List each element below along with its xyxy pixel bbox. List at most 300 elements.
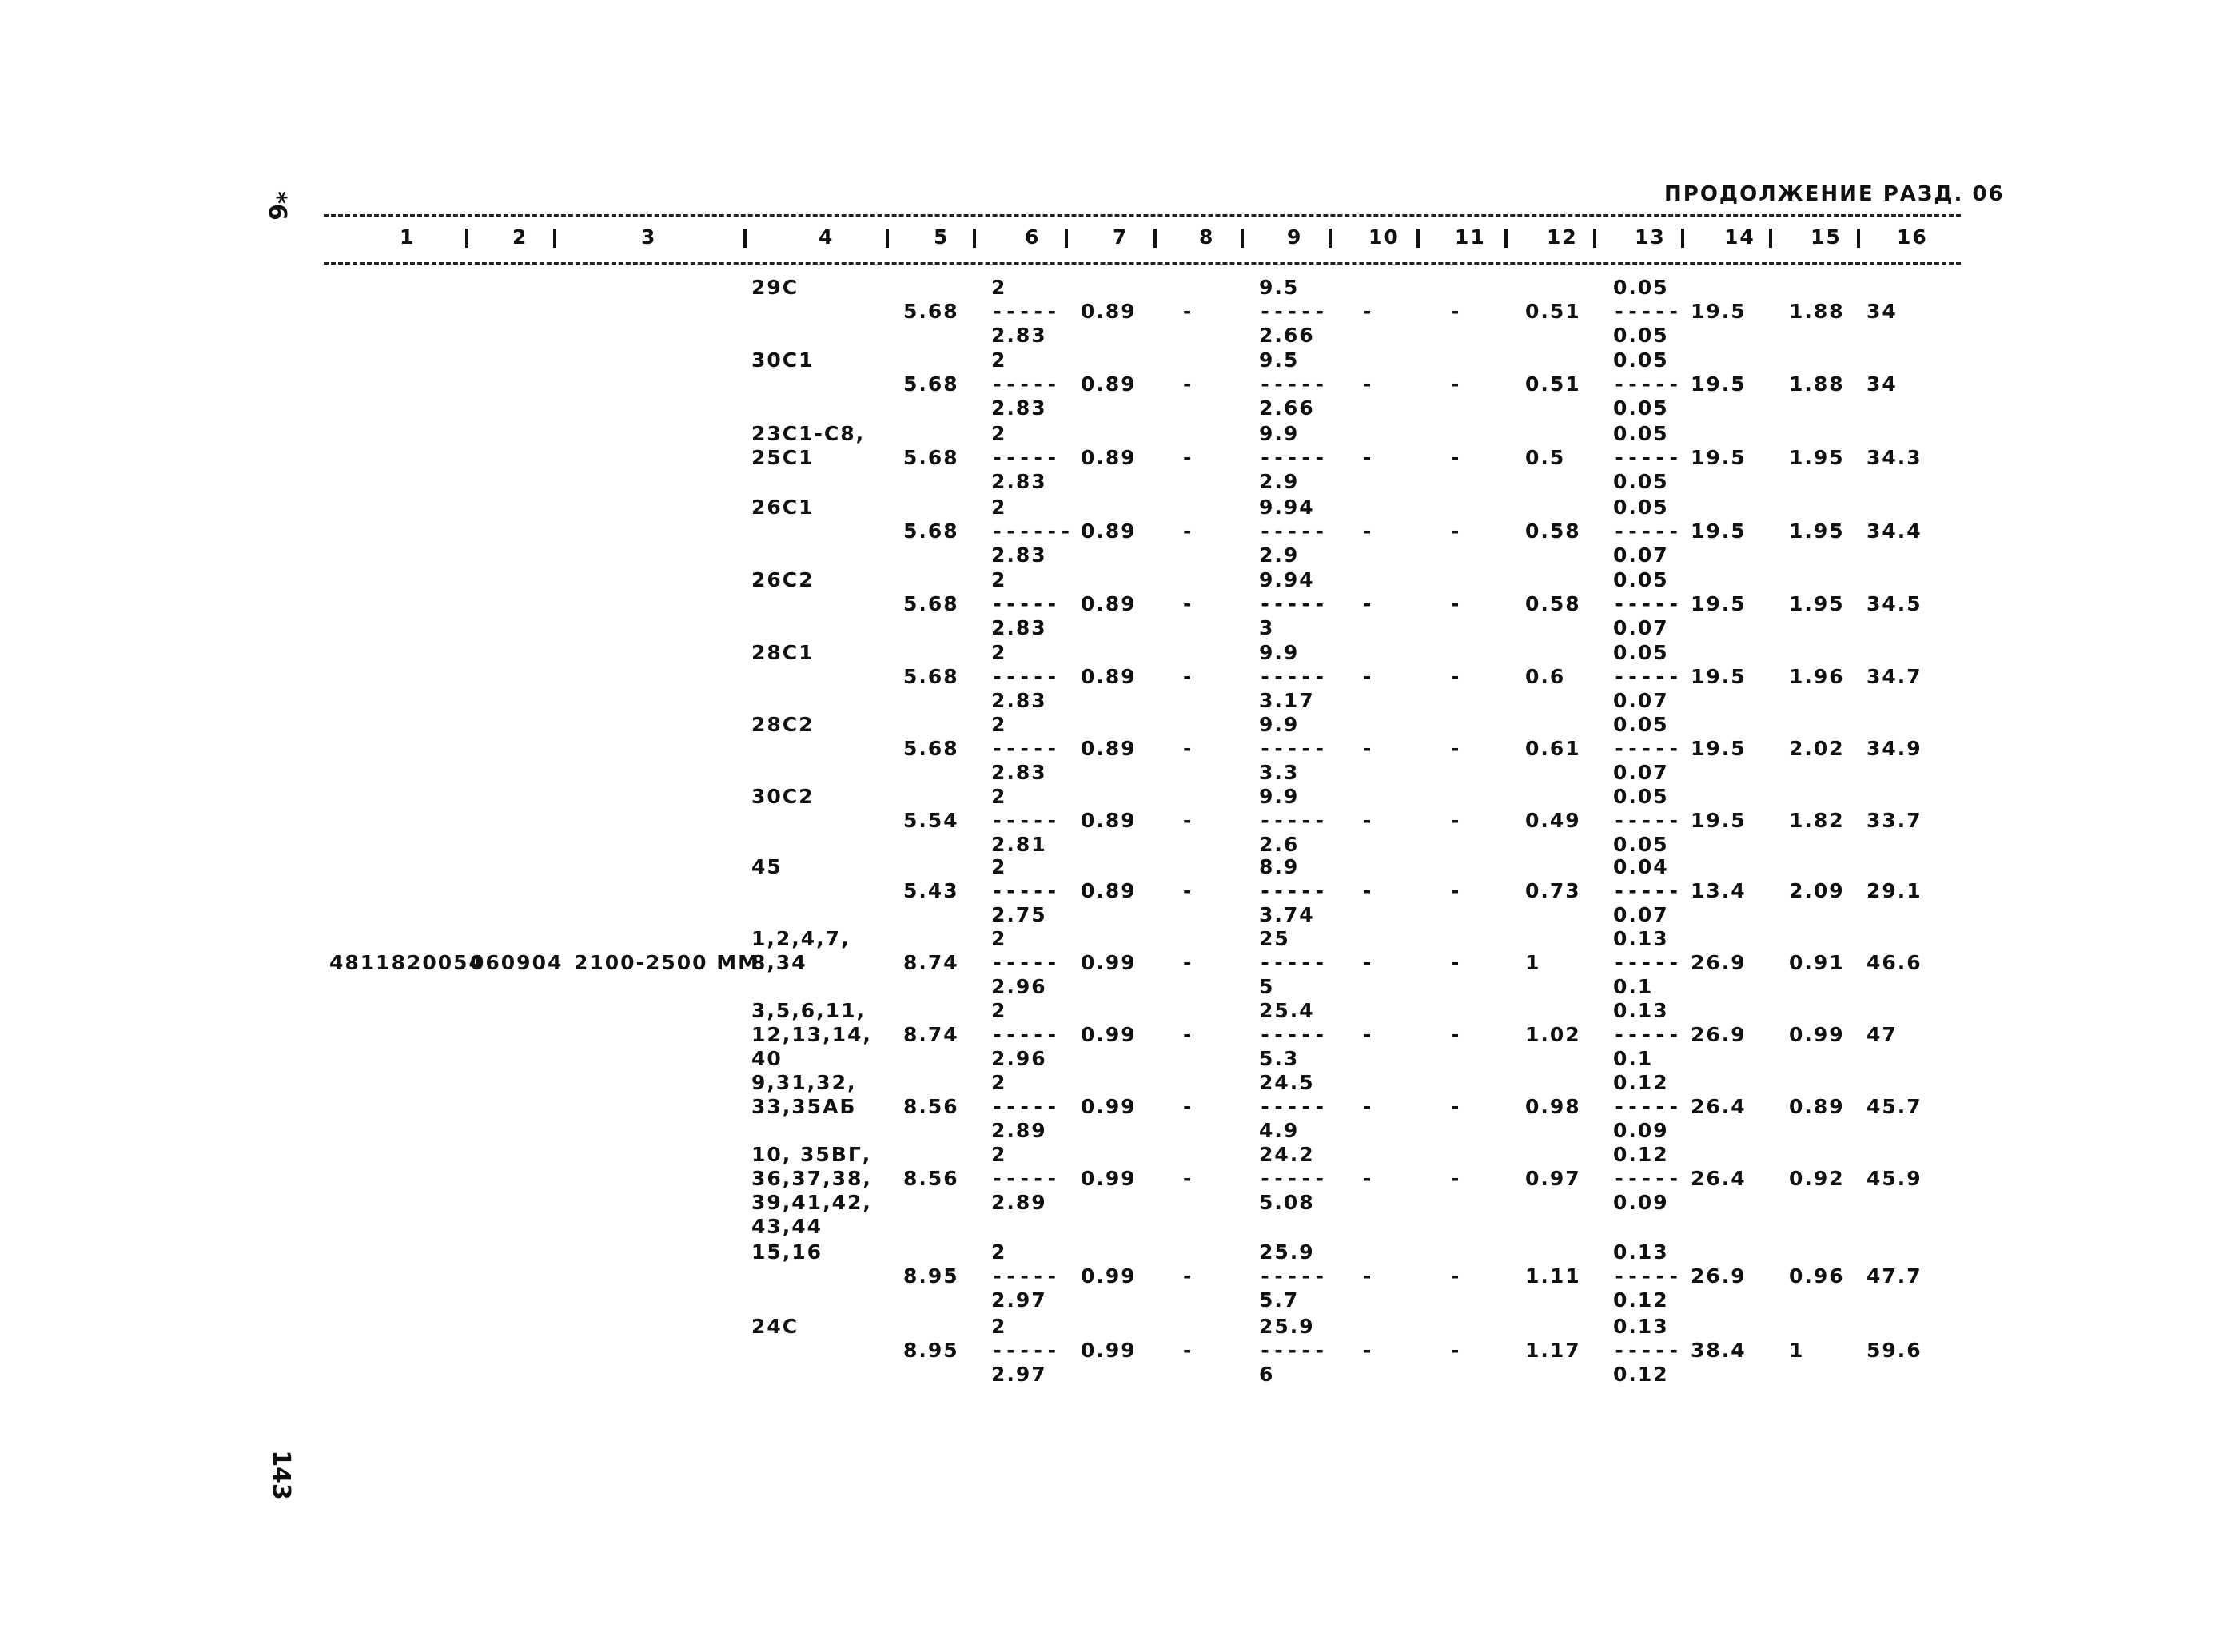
cell-col13-line: ----- [1613, 519, 1682, 543]
cell-col12: 1.17 [1525, 1339, 1581, 1362]
cell-col6-line: ----- [991, 951, 1060, 974]
cell-col13-line: 0.12 [1613, 1288, 1669, 1312]
cell-col13-line: 0.07 [1613, 903, 1669, 926]
cell-col16: 34.5 [1866, 592, 1922, 615]
cell-col15: 1 [1789, 1339, 1805, 1362]
cell-col6-line: ----- [991, 879, 1060, 902]
cell-col8: - [1183, 879, 1193, 902]
cell-col16: 29.1 [1866, 879, 1922, 902]
cell-col13-line: 0.05 [1613, 324, 1669, 347]
cell-col6-line: ----- [991, 592, 1060, 615]
cell-col4-line: 45 [751, 855, 783, 878]
cell-col16: 47.7 [1866, 1264, 1922, 1288]
cell-col14: 19.5 [1691, 519, 1747, 543]
column-separator [1065, 229, 1068, 248]
cell-col16: 47 [1866, 1023, 1898, 1046]
cell-col6-line: 2 [991, 641, 1007, 664]
column-separator [1593, 229, 1596, 248]
column-separator [973, 229, 976, 248]
cell-col9-line: 25 [1259, 927, 1290, 950]
cell-col6-line: 2 [991, 927, 1007, 950]
cell-col16: 59.6 [1866, 1339, 1922, 1362]
cell-col9-line: 3.74 [1259, 903, 1315, 926]
cell-col16: 34 [1866, 300, 1898, 323]
cell-col14: 26.4 [1691, 1095, 1747, 1118]
cell-col9-line: 9.94 [1259, 568, 1315, 591]
cell-col4-line: 9,31,32, [751, 1071, 857, 1094]
cell-col5: 5.68 [903, 592, 959, 615]
cell-col4-line: 15,16 [751, 1240, 823, 1264]
cell-col12: 0.58 [1525, 592, 1581, 615]
cell-col3: 2100-2500 ММ [574, 951, 759, 974]
cell-col13-line: 0.05 [1613, 568, 1669, 591]
cell-col10: - [1363, 300, 1373, 323]
cell-col6-line: 2.89 [991, 1119, 1047, 1142]
cell-col13-line: ----- [1613, 446, 1682, 469]
cell-col14: 19.5 [1691, 372, 1747, 396]
cell-col5: 8.95 [903, 1264, 959, 1288]
cell-col12: 0.51 [1525, 372, 1581, 396]
cell-col15: 1.95 [1789, 592, 1845, 615]
cell-col6-line: ----- [991, 1023, 1060, 1046]
cell-col13-line: 0.05 [1613, 833, 1669, 856]
cell-col9-line: 2.9 [1259, 470, 1300, 493]
cell-col4-line: 24С [751, 1315, 799, 1338]
cell-col6-line: ----- [991, 1264, 1060, 1288]
cell-col8: - [1183, 446, 1193, 469]
cell-col12: 0.73 [1525, 879, 1581, 902]
cell-col7: 0.89 [1081, 519, 1137, 543]
cell-col5: 5.54 [903, 809, 959, 832]
cell-col14: 38.4 [1691, 1339, 1747, 1362]
cell-col6-line: ----- [991, 1167, 1060, 1190]
cell-col7: 0.89 [1081, 300, 1137, 323]
cell-col9-line: 2.9 [1259, 543, 1300, 567]
cell-col9-line: ----- [1259, 951, 1328, 974]
cell-col9-line: ----- [1259, 519, 1328, 543]
cell-col5: 8.95 [903, 1339, 959, 1362]
cell-col13-line: ----- [1613, 1095, 1682, 1118]
column-header-5: 5 [934, 225, 950, 249]
cell-col4-line: 33,35АБ [751, 1095, 857, 1118]
cell-col13-line: 0.07 [1613, 761, 1669, 784]
cell-col14: 26.9 [1691, 1264, 1747, 1288]
cell-col6-line: 2.83 [991, 396, 1047, 420]
cell-col8: - [1183, 951, 1193, 974]
cell-col9-line: 2.66 [1259, 396, 1315, 420]
cell-col12: 0.6 [1525, 665, 1566, 688]
column-separator [1769, 229, 1772, 248]
cell-col11: - [1451, 951, 1461, 974]
cell-col10: - [1363, 519, 1373, 543]
cell-col9-line: 3 [1259, 616, 1275, 639]
cell-col13-line: 0.13 [1613, 999, 1669, 1022]
cell-col12: 0.98 [1525, 1095, 1581, 1118]
cell-col6-line: ----- [991, 1339, 1060, 1362]
cell-col13-line: 0.05 [1613, 496, 1669, 519]
cell-col5: 5.68 [903, 446, 959, 469]
cell-col10: - [1363, 372, 1373, 396]
cell-col8: - [1183, 665, 1193, 688]
cell-col9-line: 24.2 [1259, 1143, 1315, 1166]
column-header-13: 13 [1635, 225, 1666, 249]
cell-col7: 0.89 [1081, 446, 1137, 469]
cell-col15: 1.96 [1789, 665, 1845, 688]
cell-col13-line: 0.05 [1613, 396, 1669, 420]
cell-col7: 0.89 [1081, 372, 1137, 396]
cell-col5: 8.56 [903, 1095, 959, 1118]
cell-col7: 0.89 [1081, 592, 1137, 615]
cell-col13-line: ----- [1613, 300, 1682, 323]
cell-col6-line: 2 [991, 999, 1007, 1022]
cell-col5: 5.68 [903, 519, 959, 543]
cell-col13-line: ----- [1613, 879, 1682, 902]
cell-col13-line: 0.07 [1613, 543, 1669, 567]
cell-col7: 0.99 [1081, 1095, 1137, 1118]
cell-col9-line: 24.5 [1259, 1071, 1315, 1094]
column-separator [1504, 229, 1508, 248]
cell-col6-line: 2 [991, 348, 1007, 372]
column-header-1: 1 [400, 225, 416, 249]
top-rule [324, 214, 1961, 217]
cell-col6-line: ----- [991, 665, 1060, 688]
cell-col16: 45.7 [1866, 1095, 1922, 1118]
cell-col9-line: ----- [1259, 1167, 1328, 1190]
cell-col12: 1.11 [1525, 1264, 1581, 1288]
cell-col6-line: ----- [991, 300, 1060, 323]
side-mark: *6 [262, 191, 291, 221]
cell-col8: - [1183, 372, 1193, 396]
cell-col13-line: 0.05 [1613, 348, 1669, 372]
cell-col13-line: 0.05 [1613, 276, 1669, 299]
cell-col6-line: 2 [991, 1071, 1007, 1094]
cell-col4-line: 30С1 [751, 348, 815, 372]
cell-col10: - [1363, 737, 1373, 760]
cell-col9-line: 3.17 [1259, 689, 1315, 712]
cell-col9-line: ----- [1259, 446, 1328, 469]
cell-col10: - [1363, 592, 1373, 615]
cell-col9-line: 9.5 [1259, 276, 1300, 299]
cell-col4-line: 28С2 [751, 713, 815, 736]
cell-col11: - [1451, 737, 1461, 760]
cell-col11: - [1451, 1264, 1461, 1288]
cell-col8: - [1183, 1023, 1193, 1046]
cell-col5: 5.68 [903, 737, 959, 760]
cell-col6-line: 2.97 [991, 1363, 1047, 1386]
cell-col4-line: 26С1 [751, 496, 815, 519]
cell-col13-line: ----- [1613, 951, 1682, 974]
cell-col5: 8.74 [903, 1023, 959, 1046]
cell-col11: - [1451, 1023, 1461, 1046]
cell-col12: 0.61 [1525, 737, 1581, 760]
cell-col4-line: 43,44 [751, 1215, 823, 1238]
cell-col9-line: ----- [1259, 809, 1328, 832]
cell-col16: 34.9 [1866, 737, 1922, 760]
column-header-14: 14 [1724, 225, 1755, 249]
cell-col11: - [1451, 592, 1461, 615]
cell-col15: 0.92 [1789, 1167, 1845, 1190]
cell-col13-line: ----- [1613, 1023, 1682, 1046]
cell-col6-line: 2.83 [991, 543, 1047, 567]
cell-col9-line: ----- [1259, 879, 1328, 902]
cell-col7: 0.89 [1081, 737, 1137, 760]
cell-col6-line: 2 [991, 713, 1007, 736]
cell-col6-line: 2 [991, 1143, 1007, 1166]
cell-col14: 13.4 [1691, 879, 1747, 902]
cell-col10: - [1363, 951, 1373, 974]
column-header-3: 3 [641, 225, 657, 249]
cell-col13-line: 0.05 [1613, 470, 1669, 493]
cell-col4-line: 12,13,14, [751, 1023, 872, 1046]
cell-col6-line: ----- [991, 1095, 1060, 1118]
cell-col10: - [1363, 665, 1373, 688]
cell-col9-line: ----- [1259, 737, 1328, 760]
cell-col9-line: 25.9 [1259, 1315, 1315, 1338]
column-separator [1153, 229, 1157, 248]
cell-col11: - [1451, 372, 1461, 396]
cell-col12: 0.5 [1525, 446, 1566, 469]
cell-col7: 0.99 [1081, 951, 1137, 974]
cell-col5: 5.68 [903, 665, 959, 688]
cell-col11: - [1451, 446, 1461, 469]
cell-col13-line: ----- [1613, 1167, 1682, 1190]
column-header-6: 6 [1025, 225, 1041, 249]
cell-col14: 19.5 [1691, 592, 1747, 615]
cell-col13-line: 0.09 [1613, 1119, 1669, 1142]
cell-col4-line: 28С1 [751, 641, 815, 664]
cell-col6-line: 2.81 [991, 833, 1047, 856]
cell-col8: - [1183, 1339, 1193, 1362]
cell-col13-line: 0.05 [1613, 713, 1669, 736]
cell-col6-line: 2 [991, 496, 1007, 519]
cell-col13-line: 0.1 [1613, 975, 1654, 998]
cell-col4-line: 29С [751, 276, 799, 299]
cell-col11: - [1451, 809, 1461, 832]
cell-col16: 34.4 [1866, 519, 1922, 543]
cell-col8: - [1183, 737, 1193, 760]
cell-col13-line: 0.05 [1613, 422, 1669, 445]
cell-col6-line: 2.83 [991, 689, 1047, 712]
cell-col12: 1 [1525, 951, 1541, 974]
cell-col10: - [1363, 809, 1373, 832]
column-separator [1329, 229, 1332, 248]
cell-col9-line: 3.3 [1259, 761, 1300, 784]
cell-col13-line: 0.1 [1613, 1047, 1654, 1070]
cell-col15: 1.95 [1789, 446, 1845, 469]
cell-col6-line: 2.96 [991, 1047, 1047, 1070]
cell-col5: 5.68 [903, 300, 959, 323]
column-header-2: 2 [512, 225, 528, 249]
cell-col12: 0.97 [1525, 1167, 1581, 1190]
cell-col16: 34.7 [1866, 665, 1922, 688]
cell-col6-line: 2 [991, 855, 1007, 878]
cell-col7: 0.99 [1081, 1339, 1137, 1362]
cell-col9-line: ----- [1259, 300, 1328, 323]
cell-col13-line: 0.07 [1613, 616, 1669, 639]
cell-col6-line: 2.83 [991, 324, 1047, 347]
page-number: 143 [266, 1450, 295, 1500]
cell-col9-line: ----- [1259, 1023, 1328, 1046]
cell-col11: - [1451, 1095, 1461, 1118]
cell-col11: - [1451, 1167, 1461, 1190]
cell-col13-line: ----- [1613, 737, 1682, 760]
column-header-12: 12 [1547, 225, 1578, 249]
cell-col13-line: 0.12 [1613, 1143, 1669, 1166]
cell-col13-line: 0.07 [1613, 689, 1669, 712]
section-header: ПРОДОЛЖЕНИЕ РАЗД. 06 [1664, 182, 2005, 206]
cell-col9-line: 9.9 [1259, 713, 1300, 736]
cell-col15: 1.88 [1789, 372, 1845, 396]
cell-col9-line: 9.94 [1259, 496, 1315, 519]
column-separator [465, 229, 468, 248]
cell-col9-line: 25.4 [1259, 999, 1315, 1022]
column-separator [886, 229, 889, 248]
cell-col4-line: 1,2,4,7, [751, 927, 851, 950]
cell-col9-line: 8.9 [1259, 855, 1300, 878]
cell-col13-line: 0.09 [1613, 1191, 1669, 1214]
cell-col12: 0.49 [1525, 809, 1581, 832]
cell-col13-line: ----- [1613, 1264, 1682, 1288]
cell-col11: - [1451, 519, 1461, 543]
cell-col11: - [1451, 300, 1461, 323]
cell-col6-line: 2.97 [991, 1288, 1047, 1312]
cell-col13-line: 0.05 [1613, 785, 1669, 808]
column-separator [1681, 229, 1684, 248]
cell-col9-line: ----- [1259, 592, 1328, 615]
cell-col8: - [1183, 809, 1193, 832]
column-separator [1241, 229, 1244, 248]
cell-col4-line: 26С2 [751, 568, 815, 591]
cell-col15: 0.96 [1789, 1264, 1845, 1288]
cell-col9-line: 9.9 [1259, 641, 1300, 664]
cell-col14: 19.5 [1691, 665, 1747, 688]
cell-col9-line: 4.9 [1259, 1119, 1300, 1142]
cell-col15: 2.02 [1789, 737, 1845, 760]
cell-col6-line: 2.83 [991, 470, 1047, 493]
cell-col6-line: 2 [991, 568, 1007, 591]
cell-col4-line: 23С1-С8, [751, 422, 866, 445]
column-header-9: 9 [1287, 225, 1303, 249]
cell-col8: - [1183, 1095, 1193, 1118]
cell-col10: - [1363, 1095, 1373, 1118]
cell-col9-line: 5.3 [1259, 1047, 1300, 1070]
cell-col1: 4811820054 [329, 951, 484, 974]
column-separator [553, 229, 556, 248]
header-rule [324, 262, 1961, 265]
cell-col13-line: ----- [1613, 372, 1682, 396]
cell-col14: 26.4 [1691, 1167, 1747, 1190]
cell-col13-line: ----- [1613, 592, 1682, 615]
cell-col9-line: 25.9 [1259, 1240, 1315, 1264]
cell-col9-line: 9.9 [1259, 422, 1300, 445]
cell-col6-line: 2.83 [991, 616, 1047, 639]
cell-col9-line: ----- [1259, 665, 1328, 688]
column-separator [743, 229, 747, 248]
cell-col7: 0.89 [1081, 809, 1137, 832]
cell-col15: 0.91 [1789, 951, 1845, 974]
cell-col6-line: 2.96 [991, 975, 1047, 998]
cell-col9-line: 9.5 [1259, 348, 1300, 372]
column-header-7: 7 [1113, 225, 1129, 249]
column-header-8: 8 [1199, 225, 1215, 249]
cell-col5: 5.43 [903, 879, 959, 902]
cell-col14: 19.5 [1691, 446, 1747, 469]
cell-col15: 1.82 [1789, 809, 1845, 832]
cell-col9-line: ----- [1259, 372, 1328, 396]
cell-col9-line: ----- [1259, 1095, 1328, 1118]
cell-col5: 8.74 [903, 951, 959, 974]
cell-col4-line: 30С2 [751, 785, 815, 808]
column-header-10: 10 [1368, 225, 1400, 249]
cell-col14: 26.9 [1691, 1023, 1747, 1046]
column-header-16: 16 [1897, 225, 1928, 249]
cell-col10: - [1363, 1264, 1373, 1288]
cell-col13-line: 0.12 [1613, 1363, 1669, 1386]
column-separator [1416, 229, 1420, 248]
cell-col9-line: 6 [1259, 1363, 1275, 1386]
cell-col4-line: 8,34 [751, 951, 807, 974]
cell-col10: - [1363, 879, 1373, 902]
cell-col15: 0.99 [1789, 1023, 1845, 1046]
cell-col13-line: ----- [1613, 809, 1682, 832]
cell-col13-line: 0.13 [1613, 1240, 1669, 1264]
cell-col7: 0.89 [1081, 879, 1137, 902]
cell-col7: 0.99 [1081, 1167, 1137, 1190]
cell-col16: 34.3 [1866, 446, 1922, 469]
cell-col8: - [1183, 592, 1193, 615]
cell-col14: 19.5 [1691, 737, 1747, 760]
cell-col6-line: ----- [991, 446, 1060, 469]
column-header-15: 15 [1811, 225, 1842, 249]
cell-col9-line: 2.6 [1259, 833, 1300, 856]
cell-col6-line: ----- [991, 809, 1060, 832]
cell-col8: - [1183, 1167, 1193, 1190]
cell-col8: - [1183, 519, 1193, 543]
cell-col14: 19.5 [1691, 809, 1747, 832]
cell-col4-line: 39,41,42, [751, 1191, 872, 1214]
cell-col4-line: 40 [751, 1047, 783, 1070]
cell-col15: 2.09 [1789, 879, 1845, 902]
column-header-11: 11 [1455, 225, 1486, 249]
cell-col11: - [1451, 665, 1461, 688]
cell-col14: 26.9 [1691, 951, 1747, 974]
cell-col12: 0.51 [1525, 300, 1581, 323]
cell-col14: 19.5 [1691, 300, 1747, 323]
cell-col16: 46.6 [1866, 951, 1922, 974]
cell-col5: 8.56 [903, 1167, 959, 1190]
cell-col7: 0.99 [1081, 1264, 1137, 1288]
cell-col5: 5.68 [903, 372, 959, 396]
cell-col13-line: 0.12 [1613, 1071, 1669, 1094]
cell-col11: - [1451, 879, 1461, 902]
cell-col16: 34 [1866, 372, 1898, 396]
cell-col13-line: 0.04 [1613, 855, 1669, 878]
cell-col12: 1.02 [1525, 1023, 1581, 1046]
cell-col6-line: ------ [991, 519, 1074, 543]
cell-col7: 0.89 [1081, 665, 1137, 688]
cell-col8: - [1183, 1264, 1193, 1288]
cell-col6-line: 2 [991, 1240, 1007, 1264]
cell-col6-line: 2.89 [991, 1191, 1047, 1214]
cell-col7: 0.99 [1081, 1023, 1137, 1046]
cell-col15: 1.88 [1789, 300, 1845, 323]
cell-col8: - [1183, 300, 1193, 323]
cell-col13-line: ----- [1613, 1339, 1682, 1362]
cell-col9-line: ----- [1259, 1264, 1328, 1288]
cell-col6-line: 2.83 [991, 761, 1047, 784]
cell-col9-line: 2.66 [1259, 324, 1315, 347]
cell-col6-line: ----- [991, 372, 1060, 396]
